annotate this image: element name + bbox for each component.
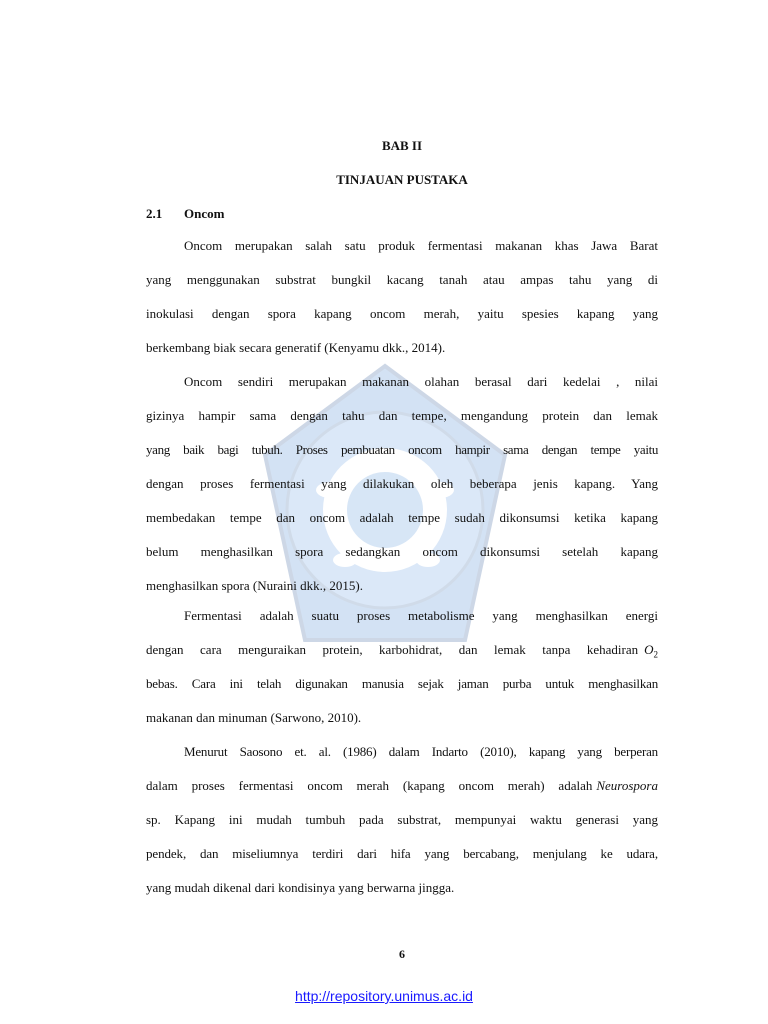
section-heading bbox=[146, 206, 224, 222]
page-number: 6 bbox=[399, 947, 405, 961]
chapter-title: TINJAUAN PUSTAKA bbox=[336, 172, 468, 187]
repository-link[interactable]: http://repository.unimus.ac.id bbox=[295, 988, 473, 1004]
paragraph-line: Fermentasi adalah suatu proses metabolisme yang menghasilkan energi bbox=[184, 608, 658, 623]
paragraph-line: Menurut Saosono et. al. (1986) dalam Indarto (2010), kapang yang berperan bbox=[184, 744, 658, 759]
o2-base: O bbox=[644, 642, 654, 657]
paragraph-line: dalam proses fermentasi oncom merah (kapang oncom merah) adalah bbox=[146, 778, 593, 793]
paragraph-line: Oncom merupakan salah satu produk fermentasi makanan khas Jawa Barat bbox=[184, 238, 658, 253]
paragraph-line: pendek, dan miseliumnya terdiri dari hifa yang bercabang, menjulang ke udara, bbox=[146, 846, 658, 861]
paragraph-line: makanan dan minuman (Sarwono, 2010). bbox=[146, 710, 362, 725]
paragraph-line: Oncom sendiri merupakan makanan olahan berasal dari kedelai , nilai bbox=[184, 374, 658, 389]
section-title: Oncom bbox=[184, 206, 225, 221]
paragraph-line: gizinya hampir sama dengan tahu dan tempe, mengandung protein dan lemak bbox=[146, 408, 658, 423]
genus-italic: Neurospora bbox=[596, 778, 658, 793]
paragraph-line: yang mudah dikenal dari kondisinya yang berwarna jingga. bbox=[146, 880, 455, 895]
paragraph-line: dengan cara menguraikan protein, karbohidrat, dan lemak tanpa kehadiran bbox=[146, 642, 639, 657]
paragraph-line: inokulasi dengan spora kapang oncom merah, yaitu spesies kapang yang bbox=[146, 306, 658, 321]
paragraph-line: yang baik bagi tubuh. Proses pembuatan oncom hampir sama dengan tempe yaitu bbox=[146, 442, 658, 457]
paragraph-line: bebas. Cara ini telah digunakan manusia sejak jaman purba untuk menghasilkan bbox=[146, 676, 658, 691]
section-number: 2.1 bbox=[146, 206, 163, 221]
paragraph-line-with-italic bbox=[146, 778, 658, 794]
paragraph-line: belum menghasilkan spora sedangkan oncom dikonsumsi setelah kapang bbox=[146, 544, 658, 559]
paragraph-line: berkembang biak secara generatif (Kenyamu dkk., 2014). bbox=[146, 340, 446, 355]
paragraph-line-with-formula bbox=[146, 642, 658, 663]
o2-formula bbox=[644, 642, 658, 663]
chapter-heading: BAB II bbox=[381, 138, 423, 153]
university-logo-watermark bbox=[250, 360, 520, 650]
paragraph-line: dengan proses fermentasi yang dilakukan oleh beberapa jenis kapang. Yang bbox=[146, 476, 658, 491]
o2-subscript: 2 bbox=[653, 649, 658, 660]
paragraph-line: sp. Kapang ini mudah tumbuh pada substrat, mempunyai waktu generasi yang bbox=[146, 812, 658, 827]
paragraph-line: membedakan tempe dan oncom adalah tempe sudah dikonsumsi ketika kapang bbox=[146, 510, 658, 525]
paragraph-line: menghasilkan spora (Nuraini dkk., 2015). bbox=[146, 578, 363, 593]
paragraph-line: yang menggunakan substrat bungkil kacang tanah atau ampas tahu yang di bbox=[146, 272, 658, 287]
